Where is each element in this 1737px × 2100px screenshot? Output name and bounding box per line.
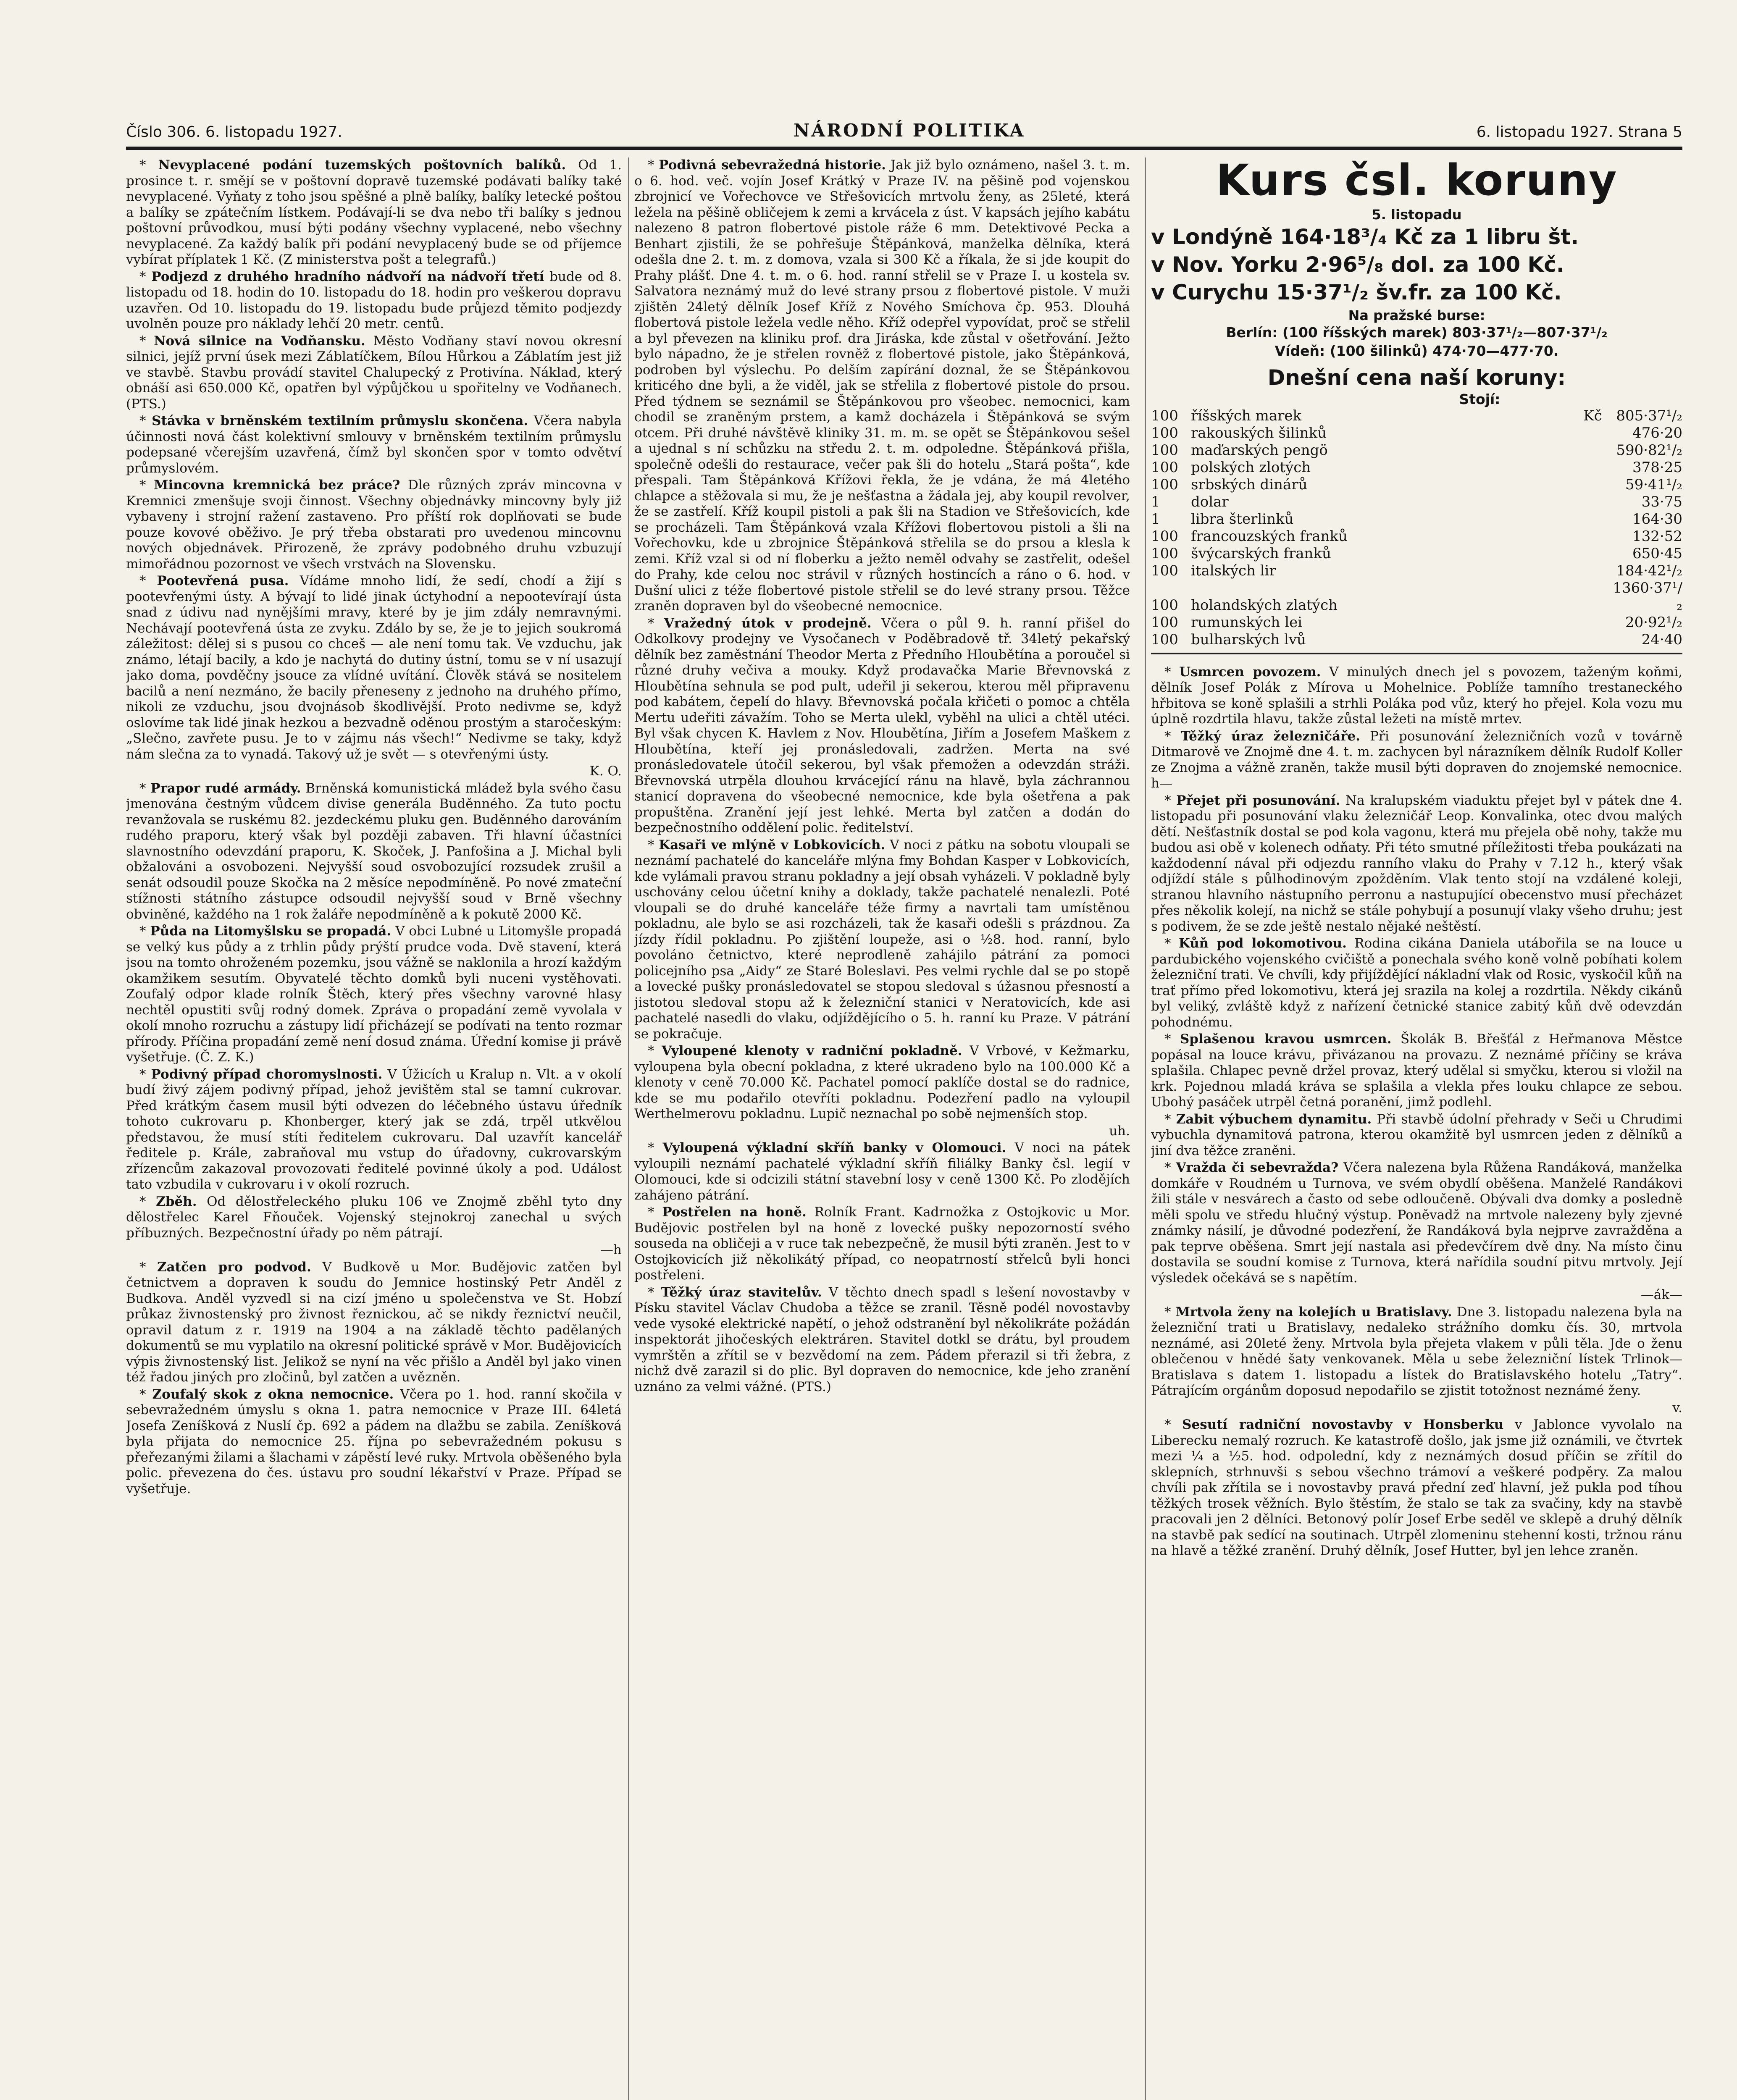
article: * Vražedný útok v prodejně. Včera o půl 9. h. ranní přišel do Odkolkovy prodejny ve Vysočanech v Poděbradově tř. 34letý pekařský dělník bez zaměstnání Theodor Merta z Předního Hloubětína a poroučel si různé druhy večiva a mouky. Když prodavačka Marie Břevnovská z Hloubětína sehnula se pod pult, udeřil ji sekerou, kterou měl připravenu pod kabátem, čepelí do hlavy. Břevnovská počala křičeti o pomoc a chtěla Mertu udeřiti závažím. Toho se Merta ulekl, vyběhl na ulici a chtěl utéci. Byl však chycen K. Havlem z Nov. Hloubětína, Jiřím a Josefem Maškem z Hloubětína, kteří jej pronásledovali, zadržen. Merta na své pronásledovatele útočil sekerou, byl však přemožen a odevzdán stráži. Břevnovská utrpěla dlouhou krvácející ránu na hlavě, byla záchrannou stanicí dopravena do všeobecné nemocnice, kde byla ošetřena a pak propuštěna. Zranění její jest lehké. Merta byl zatčen a dodán do bezpečnostního oddělení polic. ředitelství. [634,615,1130,835]
article-signature: v. [1672,1400,1682,1415]
article-body: Město Vodňany staví novou okresní silnici, jejíž první úsek mezi Záblatíčkem, Bílou Hůrkou a Záblatím jest již ve stavbě. Stavbu provádí stavitel Chalupecký z Protivína. Náklad, který obnáší asi 650.000 Kč, opatřen byl výpůjčkou u spořitelny ve Vodňanech. (PTS.) [126,333,622,412]
rate-value: 33·75 [1641,493,1682,510]
rate-quantity: 1 [1151,493,1160,510]
article: * Půda na Litomyšlsku se propadá. V obci Lubné u Litomyšle propadá se velký kus půdy a z trhlin půdy prýští prudce voda. Dvě stavení, která jsou na tomto ohroženém pozemku, jsou vážně se naklonila a hrozí každým okamžikem sesutím. Obyvatelé těchto domků byli nuceni vystěhovati. Zoufalý odpor klade rolník Štěch, který přes všechny varovné hlasy nechtěl opustiti svůj rodný domek. Zpráva o propadání země vyvolala v okolí mnoho rozruchu a zástupy lidí přicházejí se podívati na tento rozmar přírody. Příčina propadání země není dosud známa. Úřední komise ji právě vyšetřuje. (Č. Z. K.) [126,924,622,1065]
box-rule [1151,653,1682,654]
article: * Zběh. Od dělostřeleckého pluku 106 ve Znojmě zběhl tyto dny dělostřelec Karel Fňouček. Vojenský stejnokroj zanechal u svých příbuzných. Bezpečnostní úřady po něm pátrají. [126,1194,622,1241]
rate-value: 590·82¹/₂ [1616,441,1682,459]
article-body: Od 1. prosince t. r. smějí se v poštovní dopravě tuzemské podávati balíky také nevyplacené. Vyňaty z toho jsou spěšné a plně balíky, balíky letecké poštou a balíky se zpátečním lístkem. Podávají-li se dva nebo tři balíky s jednou poštovní průvodkou, musí býti podány všechny vyplacené, nebo všechny nevyplacené. Za každý balík při podání nevyplacený bude se od příjemce vybírat příplatek 1 Kč. (Z ministerstva pošt a telegrafů.) [126,158,622,267]
article-headline: Těžký úraz železničáře. [1180,728,1361,744]
page-header [126,103,1682,141]
rate-row [1151,528,1682,545]
article: * Zoufalý skok z okna nemocnice. Včera po 1. hod. ranní skočila v sebevražedném úmyslu s okna 1. patra nemocnice v Praze III. 64letá Josefa Zeníšková z Nuslí čp. 692 a pádem na dlažbu se zabila. Zeníšková byla přijata do nemocnice 25. října po sebevražedném pokusu s přeřezanými žilami a šlachami v zápěstí levé ruky. Mrtvola oběšeného byla polic. převezena do čes. ústavu pro soudní lékařství v Praze. Případ se vyšetřuje. [126,1386,622,1496]
article-headline: Mincovna kremnická bez práce? [154,478,400,493]
rate-kc-label [1583,459,1613,476]
article: * Pootevřená pusa. Vídáme mnoho lidí, že sedí, chodí a žijí s pootevřenými ústy. A bývají to lidé jinak úctyhodní a nepootevírají ústa snad z údivu nad nynějšími mravy, které by je jim zdály nemravnými. Nechávají pootevřená ústa ze zvyku. Zdálo by se, že je to jejich soukromá záležitost: dělej si s pusou co chceš — ale není tomu tak. Ve vzduchu, jak známo, létají bacily, a kdo je nachytá do dutiny ústní, tomu se v ní usazují jako doma, povděčny jsouce za vlídné uvítání. Člověk stává se nositelem bacilů a není nezmáno, že bacily přeneseny z jednoho na druhého přímo, nikoli ze vzduchu, jsou dvojnásob škodlivější. Proto nedivme se, když oslovíme tak lidé jinak hezkou a bezvadně oděnou prostým a staročeským: „Slečno, zavřete pusu. Je to v zájmu nás všech!“ Nedivme se taky, když nám slečna za to vynadá. Takový už je svět — s otevřenými ústy. [126,573,622,762]
article: * Podivná sebevražedná historie. Jak již bylo oznámeno, našel 3. t. m. o 6. hod. več. vojín Josef Krátký v Praze IV. na pěšině pod vojenskou zbrojnicí ve Vořechovce ve Střešovicích mrtvolu ženy, as 25leté, která ležela na pěšině obličejem k zemi a krvácela z úst. V kapsách jejího kabátu nalezeno 8 patron flobertové pistole ráže 6 mm. Detektivové Pecka a Benhart zjistili, že se pohřešuje Štěpánková, manželka dělníka, která odešla dne 2. t. m. z domova, vzala si 300 Kč a říkala, že si jde koupit do Prahy plášť. Dne 4. t. m. o 6. hod. ranní střelil se v Praze I. u kostela sv. Salvatora neznámý muž do levé strany prsou z flobertové pistole. V muži zjištěn 24letý dělník Josef Kříž z Nového Smíchova čp. 953. Dlouhá flobertová pistole ležela vedle něho. Kříž odepřel vypovídat, proč se střelil a byl převezen na kliniku prof. dra Jiráska, kde zůstal v ošetřování. Ježto bylo nápadno, že je střelen rovněž z flobertové pistole, jako Štěpánková, podroben byl výslechu. Po delším zapírání doznal, že se Štěpánkovou kriticého dne byli, a že viděl, jak se střelila z flobertové pistole do prsou. Před týdnem se seznámil se Štěpánkovou pro všeobec. nemocnici, kam chodil se zraněným prstem, a kamž docházela i Štěpánková se svým otcem. Při druhé návštěvě kliniky 31. m. m. se opět se Štěpánkovou sešel a ujednal s ní schůzku na středu 2. t. m. odpoledne. Štěpánková přišla, společně odešli do restaurace, večer pak šli do hotelu „Stará pošta“, kde přespali. Tam Štěpánková Křížovi řekla, že je vdána, že má 4letého chlapce a stěžovala si mu, že je nešťastna a žádala jej, aby koupil revolver, že se zastřelí. Kříž koupil pistoli a pak šli na Stadion ve Střešovicích, kde se procházeli. Tam Štěpánková vzala Křížovi flobertovou pistoli a šli na Vořechovku, kde u zbrojnice Štěpánková střelila se do prsou a klesla k zemi. Kříž vzal si od ní floberku a ježto neměl odvahy se zastřelit, odešel do Prahy, kde celou noc strávil v různých hostincích a ráno o 6. hod. v Dušní ulici z téže flobertové pistole střelil se do levé strany prsou. Těžce zraněn dopraven byl do všeobecné nemocnice. [634,158,1130,614]
article-body: Na kralupském viaduktu přejet byl v pátek dne 4. listopadu při posunování vlaku železničář Leop. Konvalinka, otec dvou malých dětí. Nešťastník dostal se pod kola vagonu, která mu přejela obě nohy, takže mu budou asi obě v kolenech odňaty. Při této smutné příležitosti třeba poukázati na každodenní nával při odjezdu ranního vlaku do Prahy v 7.12 h., který však odjíždí stále s půlhodinovým zpožděním. Vlak tento stojí na vzdálené koleji, stranou hlavního nástupního perronu a nastupující obecenstvo musí přecházet přes několik kolejí, na nichž se stále pohybují a posunují vlaky všeho druhu; jest s podivem, že se zde ještě nestalo nějaké neštěstí. [1151,793,1682,934]
article: * Těžký úraz železničáře. Při posunování železničních vozů v továrně Ditmarově ve Znojmě dne 4. t. m. zachycen byl nárazníkem dělník Rudolf Koller ze Znojma a vážně zraněn, takže musil býti dopraven do znojemské nemocnice. h— [1151,728,1682,791]
rate-row [1151,459,1682,476]
article: * Vyloupené klenoty v radniční pokladně. V Vrbové, v Kežmarku, vyloupena byla obecní pokladna, z které ukradeno bylo na 100.000 Kč a klenoty v ceně 70.000 Kč. Pachatel pomocí paklíče dostal se do radnice, kde se mu podařilo otevříti pokladnu. Podezření padlo na vyloupil Werthelmerovu pokladnu. Lupič neznachal po sobě nejmenších stop. [634,1043,1130,1121]
article-headline: Vyloupené klenoty v radniční pokladně. [661,1043,962,1058]
article: * Usmrcen povozem. V minulých dnech jel s povozem, taženým koňmi, dělník Josef Polák z Mírova u Mohelnice. Poblíže tamního trestaneckého hřbitova se koně splašili a strhli Poláka pod vůz, který ho přejel. Kola vozu mu úplně rozdrtila hlavu, takže zůstal ležeti na místě mrtev. [1151,664,1682,727]
rate-currency: libra šterlinků [1191,510,1294,528]
rate-kc-label [1583,425,1613,442]
exchange-title: Kurs čsl. koruny [1216,158,1618,205]
rate-quantity: 100 [1151,614,1178,631]
rate-quantity: 100 [1151,562,1178,579]
rate-value: 476·20 [1632,424,1682,441]
article-body: Vídáme mnoho lidí, že sedí, chodí a žijí s pootevřenými ústy. A bývají to lidé jinak úctyhodní a nepootevírají ústa snad z údivu nad nynějšími mravy, které by je jim zdály nemravnými. Nechávají pootevřená ústa ze zvyku. Zdálo by se, že je to jejich soukromá záležitost: dělej si s pusou co chceš — ale není tomu tak. Ve vzduchu, jak známo, létají bacily, a kdo je nachytá do dutiny ústní, tomu se v ní usazují jako doma, povděčny jsouce za vlídné uvítání. Člověk stává se nositelem bacilů a není nezmáno, že bacily přeneseny z jednoho na druhého přímo, nikoli ze vzduchu, jsou dvojnásob škodlivější. Proto nedivme se, když oslovíme tak lidé jinak hezkou a bezvadně oděnou prostým a staročeským: „Slečno, zavřete pusu. Je to v zájmu nás všech!“ Nedivme se taky, když nám slečna za to vynadá. Takový už je svět — s otevřenými ústy. [126,573,622,762]
koruna-value-title: Dnešní cena naší koruny: [1267,365,1566,390]
rates-table [1151,407,1682,648]
article-headline: Podivný případ choromyslnosti. [151,1066,383,1082]
rate-quantity: 100 [1151,528,1178,545]
rate-value: 1360·37¹/₂ [1613,579,1682,614]
article-headline: Prapor rudé armády. [150,780,301,796]
rate-quantity: 100 [1151,596,1178,614]
article-body: Včera nalezena byla Růžena Randáková, manželka domkáře v Roudném u Turnova, ve svém obydlí oběšena. Manželé Randákovi žili stále v nesvárech a často od sebe odloučeně. Obývali dva domky a posledně měli spolu ve středu hlučný výstup. Poněvadž na mrtvole nalezeny byly zjevné známky násilí, je důvodné podezření, že Randáková byla nejprve zavražděna a pak teprve oběšena. Smrt její nastala asi předevčírem dvě dny. Na místo činu dostavila se soudní komise z Turnova, která nařídila soudní pitvu mrtvoly. Její výsledek očekává se s napětím. [1151,1160,1682,1286]
article-body: Jak již bylo oznámeno, našel 3. t. m. o 6. hod. več. vojín Josef Krátký v Praze IV. na pěšině pod vojenskou zbrojnicí ve Vořechovce ve Střešovicích mrtvolu ženy, as 25leté, která ležela na pěšině obličejem k zemi a krvácela z úst. V kapsách jejího kabátu nalezeno 8 patron flobertové pistole ráže 6 mm. Detektivové Pecka a Benhart zjistili, že se pohřešuje Štěpánková, manželka dělníka, která odešla dne 2. t. m. z domova, vzala si 300 Kč a říkala, že si jde koupit do Prahy plášť. Dne 4. t. m. o 6. hod. ranní střelil se v Praze I. u kostela sv. Salvatora neznámý muž do levé strany prsou z flobertové pistole. V muži zjištěn 24letý dělník Josef Kříž z Nového Smíchova čp. 953. Dlouhá flobertová pistole ležela vedle něho. Kříž odepřel vypovídat, proč se střelil a byl převezen na kliniku prof. dra Jiráska, kde zůstal v ošetřování. Ježto bylo nápadno, že je střelen rovněž z flobertové pistole, jako Štěpánková, podroben byl výslechu. Po delším zapírání doznal, že se Štěpánkovou kriticého dne byli, a že viděl, jak se střelila z flobertové pistole do prsou. Před týdnem se seznámil se Štěpánkovou pro všeobec. nemocnici, kam chodil se zraněným prstem, a kamž docházela i Štěpánková se svým otcem. Při druhé návštěvě kliniky 31. m. m. se opět se Štěpánkovou sešel a ujednal s ní schůzku na středu 2. t. m. odpoledne. Štěpánková přišla, společně odešli do restaurace, večer pak šli do hotelu „Stará pošta“, kde přespali. Tam Štěpánková Křížovi řekla, že je vdána, že má 4letého chlapce a stěžovala si mu, že je nešťastna a žádala jej, aby koupil revolver, že se zastřelí. Kříž koupil pistoli a pak šli na Stadion ve Střešovicích, kde se procházeli. Tam Štěpánková vzala Křížovi flobertovou pistoli a šli na Vořechovku, kde u zbrojnice Štěpánková střelila se do prsou a klesla k zemi. Kříž vzal si od ní floberku a ježto neměl odvahy se zastřelit, odešel do Prahy, kde celou noc strávil v různých hostincích a ráno o 6. hod. v Dušní ulici z téže flobertové pistole střelil se do levé strany prsou. Těžce zraněn dopraven byl do všeobecné nemocnice. [634,158,1130,614]
rate-row [1151,545,1682,562]
article-headline: Kasaři ve mlýně v Lobkovicích. [659,837,886,853]
rate-kc-label [1583,545,1613,562]
article-headline: Nová silnice na Vodňansku. [154,333,365,349]
rate-row [1151,476,1682,494]
exchange-rate-box [1151,158,1682,664]
article-headline: Zatčen pro podvod. [157,1259,311,1275]
article-headline: Půda na Litomyšlsku se propadá. [150,924,392,939]
rate-value: 650·45 [1632,545,1682,562]
article-body: Při posunování železničních vozů v továrně Ditmarově ve Znojmě dne 4. t. m. zachycen byl nárazníkem dělník Rudolf Koller ze Znojma a vážně zraněn, takže musil býti dopraven do znojemské nemocnice. h— [1151,728,1682,791]
article-body: bude od 8. listopadu od 18. hodin do 10. listopadu do 18. hodin pro veškerou dopravu uzavřen. Od 10. listopadu do 19. listopadu bude průjezd těmito podjezdy uvolněn pouze pro náklady lehčí 20 metr. centů. [126,269,622,331]
article-headline: Zběh. [156,1194,197,1209]
rate-row [1151,580,1682,614]
rate-quantity: 100 [1151,441,1178,459]
rate-kc-label [1583,528,1613,545]
article: * Vyloupená výkladní skříň banky v Olomouci. V noci na pátek vyloupili neznámí pachatelé výkladní skříň filiálky Banky čsl. legií v Olomouci, kde si odcizili státní stavební losy v ceně 1300 Kč. Po zlodějích zahájeno pátrání. [634,1140,1130,1203]
article-headline: Přejet při posunování. [1176,793,1340,808]
article: * Nevyplacené podání tuzemských poštovních balíků. Od 1. prosince t. r. smějí se v poštovní dopravě tuzemské podávati balíky také nevyplacené. Vyňaty z toho jsou spěšné a plně balíky, balíky letecké poštou a balíky se zpátečním lístkem. Podávají-li se dva nebo tři balíky s jednou poštovní průvodkou, musí býti podány všechny vyplacené, nebo všechny nevyplacené. Za každý balík při podání nevyplacený bude se od příjemce vybírat příplatek 1 Kč. (Z ministerstva pošt a telegrafů.) [126,158,622,267]
rate-currency: dolar [1191,493,1229,510]
article-body: V těchto dnech spadl s lešení novostavby v Písku stavitel Václav Chudoba a těžce se zranil. Těsně podél novostavby vede vysoké elektrické napětí, o jehož odstranění byl několikráte požádán inspektorát jihočeských elektráren. Stavitel dotkl se drátu, byl proudem vymrštěn a zřítil se v bezvědomí na zem. Pádem přerazil si tři žebra, z nichž dvě zarazil si do plic. Byl dopraven do nemocnice, kde jeho zranění uznáno za velmi vážné. (PTS.) [634,1284,1130,1394]
header-issue: Číslo 306. 6. listopadu 1927. [126,123,342,141]
rate-value: 378·25 [1632,459,1682,476]
article-body: V minulých dnech jel s povozem, taženým koňmi, dělník Josef Polák z Mírova u Mohelnice. Poblíže tamního trestaneckého hřbitova se koně splašili a strhli Poláka pod vůz, který ho přejel. Kola vozu mu úplně rozdrtila hlavu, takže zůstal ležeti na místě mrtev. [1151,664,1682,727]
article-headline: Podjezd z druhého hradního nádvoří na nádvoří třetí [151,269,544,284]
bourse-title: Na pražské burse: [1348,307,1485,323]
article: * Stávka v brněnském textilním průmyslu skončena. Včera nabyla účinnosti nová část kolektivní smlouvy v brněnském textilním průmyslu podepsané včerejším uzavřená, čímž byl skončen spor v tomto odvětví průmyslovém. [126,413,622,476]
article: * Prapor rudé armády. Brněnská komunistická mládež byla svého času jmenována čestným vůdcem divise generála Buděnného. Za tuto poctu revanžovala se ruskému 82. jezdeckému pluku gen. Buděnného darováním rudého praporu, který však byl později zabaven. Tři hlavní účastníci slavnostního odevzdání praporu, K. Skoček, J. Panfošina a J. Michal byli obžalováni a osvobozeni. Nejvyšší soud osvobozující rozsudek zrušil a senát odsoudil pouze Skočka na 2 měsíce nepodmíněně. Po nové zmateční stížnosti státního zástupce odsoudil nejvyšší soud v Brně všechny obviněné, každého na 1 rok žaláře nepodmíněně a k pokutě 2000 Kč. [126,780,622,922]
article-headline: Usmrcen povozem. [1179,664,1321,680]
article-headline: Splašenou kravou usmrcen. [1180,1032,1392,1047]
rate-row [1151,511,1682,528]
exchange-line-london: v Londýně 164·18³/₄ Kč za 1 libru št. [1151,224,1579,249]
rate-quantity: 100 [1151,424,1178,441]
exchange-date: 5. listopadu [1372,207,1462,223]
header-date-page: 6. listopadu 1927. Strana 5 [1476,123,1682,141]
rate-currency: švýcarských franků [1191,545,1331,562]
rate-currency: bulharských lvů [1191,631,1306,648]
article-signature: uh. [1109,1123,1130,1139]
rate-currency: francouzských franků [1191,528,1348,545]
rate-row [1151,425,1682,442]
rate-currency: maďarských pengö [1191,441,1328,459]
article: * Sesutí radniční novostavby v Honsberku v Jablonce vyvolalo na Liberecku nemalý rozruch. Ke katastrofě došlo, jak jsme již oznámili, ve čtvrtek mezi ¼ a ½5. hod. odpolední, kdy z neznámých dosud příčin se zřítil do sklepních, strhnuvši s sebou všechno trámoví a veškeré podpěry. Za malou chvíli pak zřítila se i novostavby pravá přední zeď hlavní, jež pukla pod tíhou těžkých trosek věžních. Bylo štěstím, že stalo se tak za svačiny, kdy na stavbě pracovali jen 2 dělníci. Betonový polír Josef Erbe seděl ve sklepě a druhý dělník na stavbě pak sedící na soutinach. Utrpěl zlomeninu stehenní kosti, tržnou ránu na hlavě a těžké zranění. Druhý dělník, Josef Hutter, byl jen lehce zraněn. [1151,1417,1682,1558]
article: * Mincovna kremnická bez práce? Dle různých zpráv mincovna v Kremnici zmenšuje svoji činnost. Všechny objednávky mincovny byly již vybaveny i strojní ražení zastaveno. Pro příští rok doplňovati se bude pouze kovové oběživo. Je prý třeba obstarati pro uvedenou mincovnu nových objednávek. Přirozeně, že zprávy podobného druhu vzbuzují mimořádnou pozornost ve všech vrstvách na Slovensku. [126,478,622,572]
rate-currency: rumunských lei [1191,614,1303,631]
rate-value: 805·37¹/₂ [1616,407,1682,424]
article-headline: Kůň pod lokomotivou. [1178,936,1347,951]
rate-quantity: 100 [1151,476,1178,493]
rate-kc-label [1583,614,1613,631]
rate-currency: rakouských šilinků [1191,424,1327,441]
bourse-berlin: Berlín: (100 říšských marek) 803·37¹/₂—807·37¹/₂ [1226,324,1608,341]
rate-kc-label [1583,511,1613,528]
rate-kc-label [1583,442,1613,459]
article-headline: Podivná sebevražedná historie. [659,158,886,173]
exchange-line-newyork: v Nov. Yorku 2·96⁵/₈ dol. za 100 Kč. [1151,252,1564,277]
stoji-label: Stojí: [1459,391,1500,407]
column-2 [634,158,1130,2100]
article: * Kůň pod lokomotivou. Rodina cikána Daniela utábořila se na louce u pardubického vojenského cvičiště a ponechala svého koně volně pobíhati kolem železniční trati. Ve chvíli, kdy přijíždějící nákladní vlak od Rosic, vyskočil kůň na trať přímo před lokomotivu, která jej srazila na kolej a rozdrtila. Někdy cikánů byl veliký, zvláště když z nařízení četnické stanice zabitý kůň dvě odevzdán pohodnému. [1151,936,1682,1030]
article-body: Brněnská komunistická mládež byla svého času jmenována čestným vůdcem divise generála Buděnného. Za tuto poctu revanžovala se ruskému 82. jezdeckému pluku gen. Buděnného darováním rudého praporu, který však byl později zabaven. Tři hlavní účastníci slavnostního odevzdání praporu, K. Skoček, J. Panfošina a J. Michal byli obžalováni a osvobozeni. Nejvyšší soud osvobozující rozsudek zrušil a senát odsoudil pouze Skočka na 2 měsíce nepodmíněně. Po nové zmateční stížnosti státního zástupce odsoudil nejvyšší soud v Brně všechny obviněné, každého na 1 rok žaláře nepodmíněně a k pokutě 2000 Kč. [126,780,622,922]
rate-row [1151,494,1682,511]
article-headline: Vražda či sebevražda? [1176,1160,1339,1175]
article: * Podjezd z druhého hradního nádvoří na nádvoří třetí bude od 8. listopadu od 18. hodin do 10. listopadu do 18. hodin pro veškerou dopravu uzavřen. Od 10. listopadu do 19. listopadu bude průjezd těmito podjezdy uvolněn pouze pro náklady lehčí 20 metr. centů. [126,269,622,331]
article-body: V Budkově u Mor. Budějovic zatčen byl četnictvem a dopraven k soudu do Jemnice hostinský Petr Anděl z Budkova. Anděl vyzvedl si na cizí jméno u společenstva ve St. Hobzí průkaz živnostenský pro živnost řeznickou, ač se nikdy řeznictví neučil, opravil datum z r. 1919 na 1904 a na základě těchto padělaných dokumentů se mu vyplatilo na okresní politické správě v Mor. Budějovicích výpis živnostenský list. Jelikož se nyní na věc přišlo a Anděl byl jako vinen též řadou jiných pro zločinů, byl zatčen a uvězněn. [126,1259,622,1385]
rate-kc-label [1583,476,1613,494]
rate-row [1151,442,1682,459]
rate-quantity: 100 [1151,407,1178,424]
rate-kc-label [1583,580,1613,614]
article-body: Od dělostřeleckého pluku 106 ve Znojmě zběhl tyto dny dělostřelec Karel Fňouček. Vojenský stejnokroj zanechal u svých příbuzných. Bezpečnostní úřady po něm pátrají. [126,1194,622,1241]
column-3-articles [1151,664,1682,1559]
article-headline: Vražedný útok v prodejně. [664,615,872,631]
article-body: Školák B. Břešťál z Heřmanova Městce popásal na louce krávu, přivázanou na provazu. Z neznámé příčiny se kráva splašila. Chlapec pevně držel provaz, který udělal si smyčku, kterou si vložil na krk. Pojednou mladá kráva se splašila a vlekla přes louku chlapce ze sebou. Ubohý pasáček utrpěl četná poranění, jimž podlehl. [1151,1032,1682,1110]
rate-row [1151,614,1682,631]
article-body: V Vrbové, v Kežmarku, vyloupena byla obecní pokladna, z které ukradeno bylo na 100.000 Kč a klenoty v ceně 70.000 Kč. Pachatel pomocí paklíče dostal se do radnice, kde se mu podařilo otevříti pokladnu. Podezření padlo na vyloupil Werthelmerovu pokladnu. Lupič neznachal po sobě nejmenších stop. [634,1043,1130,1121]
rate-quantity: 100 [1151,545,1178,562]
article-headline: Pootevřená pusa. [157,573,289,588]
rate-kc-label [1583,494,1613,511]
article: * Přejet při posunování. Na kralupském viaduktu přejet byl v pátek dne 4. listopadu při posunování vlaku železničář Leop. Konvalinka, otec dvou malých dětí. Nešťastník dostal se pod kola vagonu, která mu přejela obě nohy, takže mu budou asi obě v kolenech odňaty. Při této smutné příležitosti třeba poukázati na každodenní nával při odjezdu ranního vlaku do Prahy v 7.12 h., který však odjíždí stále s půlhodinovým zpožděním. Vlak tento stojí na vzdálené koleji, stranou hlavního nástupního perronu a nastupující obecenstvo musí přecházet přes několik kolejí, na nichž se stále pohybují a posunují vlaky všeho druhu; jest s podivem, že se zde ještě nestalo nějaké neštěstí. [1151,793,1682,934]
column-1 [126,158,622,2100]
article-signature: —ák— [1640,1287,1682,1302]
rate-kc-label: Kč [1583,407,1602,424]
article: * Zatčen pro podvod. V Budkově u Mor. Budějovic zatčen byl četnictvem a dopraven k soudu do Jemnice hostinský Petr Anděl z Budkova. Anděl vyzvedl si na cizí jméno u společenstva ve St. Hobzí průkaz živnostenský pro živnost řeznickou, ač se nikdy řeznictví neučil, opravil datum z r. 1919 na 1904 a na základě těchto padělaných dokumentů se mu vyplatilo na okresní politické správě v Mor. Budějovicích výpis živnostenský list. Jelikož se nyní na věc přišlo a Anděl byl jako vinen též řadou jiných pro zločinů, byl zatčen a uvězněn. [126,1259,622,1385]
article-headline: Nevyplacené podání tuzemských poštovních balíků. [158,158,566,173]
rate-row [1151,631,1682,648]
rate-quantity: 100 [1151,631,1178,648]
article-body: Včera o půl 9. h. ranní přišel do Odkolkovy prodejny ve Vysočanech v Poděbradově tř. 34letý pekařský dělník bez zaměstnání Theodor Merta z Předního Hloubětína a poroučel si různé druhy večiva a mouky. Když prodavačka Marie Břevnovská z Hloubětína sehnula se pod pult, udeřil ji sekerou, kterou měl připravenu pod kabátem, čepelí do hlavy. Břevnovská počala křičeti o pomoc a chtěla Mertu udeřiti závažím. Toho se Merta ulekl, vyběhl na ulici a chtěl utéci. Byl však chycen K. Havlem z Nov. Hloubětína, Jiřím a Josefem Maškem z Hloubětína, kteří jej pronásledovali, zadržen. Merta na své pronásledovatele útočil sekerou, byl však přemožen a odevzdán stráži. Břevnovská utrpěla dlouhou krvácející ránu na hlavě, byla záchrannou stanicí dopravena do všeobecné nemocnice, kde byla ošetřena a pak propuštěna. Zranění její jest lehké. Merta byl zatčen a dodán do bezpečnostního oddělení polic. ředitelství. [634,615,1130,835]
article-body: Při stavbě údolní přehrady v Seči u Chrudimi vybuchla dynamitová patrona, kterou okamžitě byl usmrcen jeden z dělníků a jiní dva těžce zraněni. [1151,1111,1682,1158]
bourse-vienna: Vídeň: (100 šilinků) 474·70—477·70. [1275,343,1559,359]
article: * Kasaři ve mlýně v Lobkovicích. V noci z pátku na sobotu vloupali se neznámí pachatelé do kanceláře mlýna fmy Bohdan Kasper v Lobkovicích, kde vylámali pravou stranu pokladny a její obsah vyházeli. V pokladně byly uschovány celou účetní knihy a doklady, takže pachatelé nenalezli. Poté vloupali se do druhé kanceláře téže firmy a navrtali tam umístěnou pokladnu, ale bylo se asi rozcházeli, tak že kasaři odešli s prázdnou. Za jízdy řídil pokladnu. Po zjištění loupeže, asi o ½8. hod. ranní, bylo povoláno četnictvo, které neprodleně zahájilo pátrání za pomoci policejního psa „Aidy“ ze Staré Boleslavi. Pes velmi rychle dal se po stopě a lovecké pušky pronásledovatel se stopou sledoval s úžasnou přesností a jistotou sledoval stopu až k železniční stanici v Neratovicích, kde asi pachatelé nasedli do vlaku, odjíždějícího o 5. h. ranní ku Praze. V pátrání se pokračuje. [634,837,1130,1042]
article-body: Včera nabyla účinnosti nová část kolektivní smlouvy v brněnském textilním průmyslu podepsané včerejším uzavřená, čímž byl skončen spor v tomto odvětví průmyslovém. [126,413,622,476]
article-body: Dne 3. listopadu nalezena byla na železniční trati u Bratislavy, nedaleko strážního domku čís. 30, mrtvola neznámé, asi 20leté ženy. Mrtvola byla přejeta vlakem v půli těla. Jde o ženu oblečenou v hnědé šaty venkovanek. Měla u sebe železniční lístek Trlinok—Bratislava s datem 1. listopadu a lístek do Bratislavského hotelu „Tatry“. Pátrajícím orgánům doposud nepodařilo se zjistit totožnost neznámé ženy. [1151,1304,1682,1398]
article-body: v Jablonce vyvolalo na Liberecku nemalý rozruch. Ke katastrofě došlo, jak jsme již oznámili, ve čtvrtek mezi ¼ a ½5. hod. odpolední, kdy z neznámých dosud příčin se zřítil do sklepních, strhnuvši s sebou všechno trámoví a veškeré podpěry. Za malou chvíli pak zřítila se i novostavby pravá přední zeď hlavní, jež pukla pod tíhou těžkých trosek věžních. Bylo štěstím, že stalo se tak za svačiny, kdy na stavbě pracovali jen 2 dělníci. Betonový polír Josef Erbe seděl ve sklepě a druhý dělník na stavbě pak sedící na soutinach. Utrpěl zlomeninu stehenní kosti, tržnou ránu na hlavě a těžké zranění. Druhý dělník, Josef Hutter, byl jen lehce zraněn. [1151,1417,1682,1558]
article-body: V noci na pátek vyloupili neznámí pachatelé výkladní skříň filiálky Banky čsl. legií v Olomouci, kde si odcizili státní stavební losy v ceně 1300 Kč. Po zlodějích zahájeno pátrání. [634,1140,1130,1203]
article: * Zabit výbuchem dynamitu. Při stavbě údolní přehrady v Seči u Chrudimi vybuchla dynamitová patrona, kterou okamžitě byl usmrcen jeden z dělníků a jiní dva těžce zraněni. [1151,1111,1682,1158]
column-divider [628,158,629,2100]
rate-value: 184·42¹/₂ [1616,562,1682,579]
article-headline: Těžký úraz stavitelův. [661,1284,822,1300]
exchange-line-zurich: v Curychu 15·37¹/₂ šv.fr. za 100 Kč. [1151,280,1562,304]
article-signature: —h [600,1242,622,1257]
article-body: Včera po 1. hod. ranní skočila v sebevražedném úmyslu s okna 1. patra nemocnice v Praze III. 64letá Josefa Zeníšková z Nuslí čp. 692 a pádem na dlažbu se zabila. Zeníšková byla přijata do nemocnice 25. října po sebevražedném pokusu s přeřezanými žilami a šlachami v zápěstí levé ruky. Mrtvola oběšeného byla polic. převezena do čes. ústavu pro soudní lékařství v Praze. Případ se vyšetřuje. [126,1386,622,1496]
article-headline: Zabit výbuchem dynamitu. [1176,1111,1372,1127]
rate-quantity: 100 [1151,459,1178,476]
rate-currency: říšských marek [1191,407,1302,424]
column-3 [1151,158,1682,2100]
rate-currency: italských lir [1191,562,1276,579]
article-headline: Sesutí radniční novostavby v Honsberku [1182,1417,1504,1432]
rate-row [1151,562,1682,580]
article-body: V Úžicích u Kralup n. Vlt. a v okolí budí živý zájem podivný případ, jehož jevištěm stal se tamní cukrovar. Před krátkým časem musil býti odvezen do léčebného ústavu úředník tohoto cukrovaru p. Khonberger, který jak se zdá, trpěl utkvělou představou, že musí stíti ředitelem cukrovaru. Dal uzavřít kancelář ředitele p. Krále, zabraňoval mu vstup do úřadovny, cukrovarským zřízencům zakazoval provozovati ředitelé povinné úkoly a pod. Událost tato vzbudila v cukrovaru i v okolí rozruch. [126,1066,622,1192]
article: * Mrtvola ženy na kolejích u Bratislavy. Dne 3. listopadu nalezena byla na železniční trati u Bratislavy, nedaleko strážního domku čís. 30, mrtvola neznámé, asi 20leté ženy. Mrtvola byla přejeta vlakem v půli těla. Jde o ženu oblečenou v hnědé šaty venkovanek. Měla u sebe železniční lístek Trlinok—Bratislava s datem 1. listopadu a lístek do Bratislavského hotelu „Tatry“. Pátrajícím orgánům doposud nepodařilo se zjistit totožnost neznámé ženy. [1151,1304,1682,1398]
rate-currency: polských zlotých [1191,459,1311,476]
rate-currency: srbských dinárů [1191,476,1308,493]
article-headline: Postřelen na honě. [662,1205,807,1220]
rate-value: 164·30 [1632,510,1682,528]
article-body: V noci z pátku na sobotu vloupali se neznámí pachatelé do kanceláře mlýna fmy Bohdan Kasper v Lobkovicích, kde vylámali pravou stranu pokladny a její obsah vyházeli. V pokladně byly uschovány celou účetní knihy a doklady, takže pachatelé nenalezli. Poté vloupali se do druhé kanceláře téže firmy a navrtali tam umístěnou pokladnu, ale bylo se asi rozcházeli, tak že kasaři odešli s prázdnou. Za jízdy řídil pokladnu. Po zjištění loupeže, asi o ½8. hod. ranní, bylo povoláno četnictvo, které neprodleně zahájilo pátrání za pomoci policejního psa „Aidy“ ze Staré Boleslavi. Pes velmi rychle dal se po stopě a lovecké pušky pronásledovatel se stopou sledoval s úžasnou přesností a jistotou sledoval stopu až k železniční stanici v Neratovicích, kde asi pachatelé nasedli do vlaku, odjíždějícího o 5. h. ranní ku Praze. V pátrání se pokračuje. [634,837,1130,1042]
article-headline: Zoufalý skok z okna nemocnice. [152,1386,394,1402]
article: * Podivný případ choromyslnosti. V Úžicích u Kralup n. Vlt. a v okolí budí živý zájem podivný případ, jehož jevištěm stal se tamní cukrovar. Před krátkým časem musil býti odvezen do léčebného ústavu úředník tohoto cukrovaru p. Khonberger, který jak se zdá, trpěl utkvělou představou, že musí stíti ředitelem cukrovaru. Dal uzavřít kancelář ředitele p. Krále, zabraňoval mu vstup do úřadovny, cukrovarským zřízencům zakazoval provozovati ředitelé povinné úkoly a pod. Událost tato vzbudila v cukrovaru i v okolí rozruch. [126,1066,622,1192]
article: * Nová silnice na Vodňansku. Město Vodňany staví novou okresní silnici, jejíž první úsek mezi Záblatíčkem, Bílou Hůrkou a Záblatím jest již ve stavbě. Stavbu provádí stavitel Chalupecký z Protivína. Náklad, který obnáší asi 650.000 Kč, opatřen byl výpůjčkou u spořitelny ve Vodňanech. (PTS.) [126,333,622,412]
rate-kc-label [1583,562,1613,580]
article-body: Rolník Frant. Kadrnožka z Ostojkovic u Mor. Budějovic postřelen byl na honě z lovecké pušky nepozorností svého souseda na obličeji a v ruce tak nebezpečně, že musil býti zraněn. Jest to v Ostojkovicích již několikátý případ, co neopatrností střelců byli honci postřeleni. [634,1205,1130,1283]
column-divider [1145,158,1146,2100]
article-headline: Vyloupená výkladní skříň banky v Olomouci. [662,1140,1006,1155]
article-headline: Stávka v brněnském textilním průmyslu skončena. [152,413,528,428]
header-rule [126,147,1682,150]
rate-value: 24·40 [1641,631,1682,648]
article-body: Dle různých zpráv mincovna v Kremnici zmenšuje svoji činnost. Všechny objednávky mincovny byly již vybaveny i strojní ražení zastaveno. Pro příští rok doplňovati se bude pouze kovové oběživo. Je prý třeba obstarati pro uvedenou mincovnu nových objednávek. Přirozeně, že zprávy podobného druhu vzbuzují mimořádnou pozornost ve všech vrstvách na Slovensku. [126,478,622,572]
rate-currency: holandských zlatých [1191,596,1338,614]
article-body: Rodina cikána Daniela utábořila se na louce u pardubického vojenského cvičiště a ponechala svého koně volně pobíhati kolem železniční trati. Ve chvíli, kdy přijíždějící nákladní vlak od Rosic, vyskočil kůň na trať přímo před lokomotivu, která jej srazila na kolej a rozdrtila. Někdy cikánů byl veliký, zvláště když z nařízení četnické stanice zabitý kůň dvě odevzdán pohodnému. [1151,936,1682,1030]
rate-value: 132·52 [1632,528,1682,545]
newspaper-page [126,103,1682,2100]
newspaper-title: NÁRODNÍ POLITIKA [794,120,1025,141]
article-body: V obci Lubné u Litomyšle propadá se velký kus půdy a z trhlin půdy prýští prudce voda. Dvě stavení, která jsou na tomto ohroženém pozemku, jsou vážně se naklonila a hrozí každým okamžikem sesutím. Obyvatelé těchto domků byli nuceni vystěhovati. Zoufalý odpor klade rolník Štěch, který přes všechny varovné hlasy nechtěl opustiti svůj rodný domek. Zpráva o propadání země vyvolala v okolí mnoho rozruchu a zástupy lidí přicházejí se podívati na tento rozmar přírody. Příčina propadání země není dosud známa. Úřední komise ji právě vyšetřuje. (Č. Z. K.) [126,924,622,1065]
rate-value: 59·41¹/₂ [1625,476,1682,493]
rate-quantity: 1 [1151,510,1160,528]
article: * Splašenou kravou usmrcen. Školák B. Břešťál z Heřmanova Městce popásal na louce krávu, přivázanou na provazu. Z neznámé příčiny se kráva splašila. Chlapec pevně držel provaz, který udělal si smyčku, kterou si vložil na krk. Pojednou mladá kráva se splašila a vlekla přes louku chlapce ze sebou. Ubohý pasáček utrpěl četná poranění, jimž podlehl. [1151,1032,1682,1110]
article: * Těžký úraz stavitelův. V těchto dnech spadl s lešení novostavby v Písku stavitel Václav Chudoba a těžce se zranil. Těsně podél novostavby vede vysoké elektrické napětí, o jehož odstranění byl několikráte požádán inspektorát jihočeských elektráren. Stavitel dotkl se drátu, byl proudem vymrštěn a zřítil se v bezvědomí na zem. Pádem přerazil si tři žebra, z nichž dvě zarazil si do plic. Byl dopraven do nemocnice, kde jeho zranění uznáno za velmi vážné. (PTS.) [634,1284,1130,1394]
article: * Vražda či sebevražda? Včera nalezena byla Růžena Randáková, manželka domkáře v Roudném u Turnova, ve svém obydlí oběšena. Manželé Randákovi žili stále v nesvárech a často od sebe odloučeně. Obývali dva domky a posledně měli spolu ve středu hlučný výstup. Poněvadž na mrtvole nalezeny byly zjevné známky násilí, je důvodné podezření, že Randáková byla nejprve zavražděna a pak teprve oběšena. Smrt její nastala asi předevčírem dvě dny. Na místo činu dostavila se soudní komise z Turnova, která nařídila soudní pitvu mrtvoly. Její výsledek očekává se s napětím. [1151,1160,1682,1286]
article-headline: Mrtvola ženy na kolejích u Bratislavy. [1175,1304,1452,1320]
rate-row [1151,407,1682,425]
article-signature: K. O. [589,764,622,779]
rate-kc-label [1583,631,1613,648]
rate-value: 20·92¹/₂ [1625,614,1682,631]
article: * Postřelen na honě. Rolník Frant. Kadrnožka z Ostojkovic u Mor. Budějovic postřelen byl na honě z lovecké pušky nepozorností svého souseda na obličeji a v ruce tak nebezpečně, že musil býti zraněn. Jest to v Ostojkovicích již několikátý případ, co neopatrností střelců byli honci postřeleni. [634,1205,1130,1283]
